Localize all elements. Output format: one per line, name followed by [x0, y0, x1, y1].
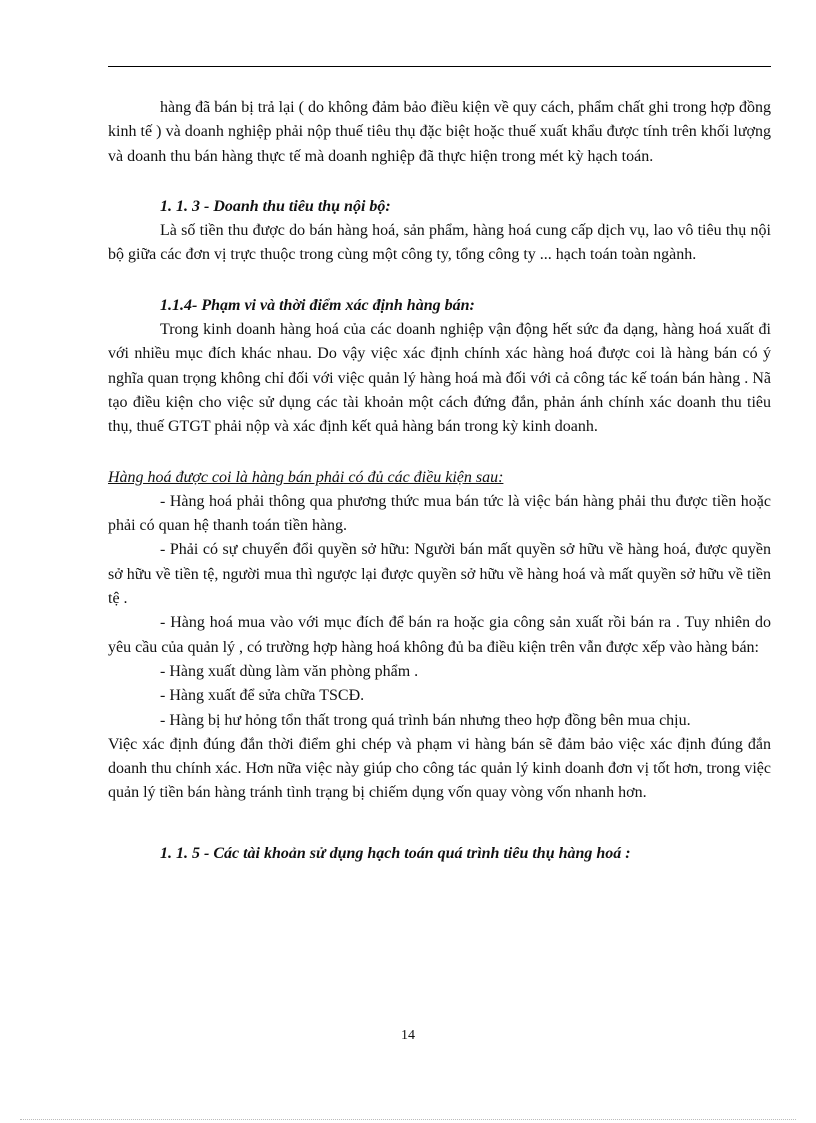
page-bottom-border: [20, 1119, 796, 1120]
paragraph-conclusion: Việc xác định đúng đắn thời điểm ghi chép và phạm vi hàng bán sẽ đảm bảo việc xác định đúng đắn doanh thu chính xác. Hơn nữa việc này giúp cho công tác quản lý kinh doanh đơn vị tốt hơn, trong việc quản lý tiền bán hàng tránh tình trạng bị chiếm dụng vốn quay vòng vốn nhanh hơn.: [108, 735, 771, 802]
header-rule: [108, 66, 771, 67]
page-number: 14: [401, 1028, 415, 1043]
exception-item-1: - Hàng xuất dùng làm văn phòng phẩm .: [160, 662, 419, 680]
condition-item-2: - Phải có sự chuyển đổi quyền sở hữu: Người bán mất quyền sở hữu về hàng hoá, được quyền sở hữu về tiền tệ, người mua thì ngược lại được quyền sở hữu về hàng hoá và mất quyền sở hữu về tiền tệ .: [108, 541, 771, 608]
heading-1-1-5: 1. 1. 5 - Các tài khoản sử dụng hạch toán quá trình tiêu thụ hàng hoá :: [160, 844, 631, 862]
heading-1-1-4: 1.1.4- Phạm vi và thời điểm xác định hàng bán:: [160, 296, 475, 314]
paragraph-returned-goods: hàng đã bán bị trả lại ( do không đảm bảo điều kiện về quy cách, phẩm chất ghi trong hợp đồng kinh tế ) và doanh nghiệp phải nộp thuế tiêu thụ đặc biệt hoặc thuế xuất khẩu được tính trên khối lượng và doanh thu bán hàng thực tế mà doanh nghiệp đã thực hiện trong mét kỳ hạch toán.: [108, 99, 771, 165]
condition-item-3: - Hàng hoá mua vào với mục đích để bán ra hoặc gia công sản xuất rồi bán ra . Tuy nhiên do yêu cầu của quản lý , có trường hợp hàng hoá không đủ ba điều kiện trên vẫn được xếp vào hàng bán:: [108, 614, 771, 656]
exception-item-3: - Hàng bị hư hỏng tổn thất trong quá trình bán nhưng theo hợp đồng bên mua chịu.: [160, 711, 691, 729]
paragraph-scope-timing: Trong kinh doanh hàng hoá của các doanh nghiệp vận động hết sức đa dạng, hàng hoá xuất đi với nhiều mục đích khác nhau. Do vậy việc xác định chính xác hàng hoá được coi là hàng bán có ý nghĩa quan trọng không chỉ đối với việc quản lý hàng hoá mà đối với cả công tác kế toán bán hàng . Nã tạo điều kiện cho việc sử dụng các tài khoản một cách đứng đắn, phản ánh chính xác doanh thu tiêu thụ, thuế GTGT phải nộp và xác định kết quả hàng bán trong kỳ kinh doanh.: [108, 321, 771, 436]
heading-1-1-3: 1. 1. 3 - Doanh thu tiêu thụ nội bộ:: [160, 197, 391, 215]
paragraph-internal-revenue: Là số tiền thu được do bán hàng hoá, sản phẩm, hàng hoá cung cấp dịch vụ, lao vô tiêu thụ nội bộ giữa các đơn vị trực thuộc trong cùng một công ty, tổng công ty ... hạch toán toàn ngành.: [108, 222, 771, 264]
conditions-heading: Hàng hoá được coi là hàng bán phải có đủ các điều kiện sau:: [108, 468, 504, 486]
exception-item-2: - Hàng xuất để sửa chữa TSCĐ.: [160, 687, 365, 705]
document-body: [108, 96, 771, 866]
condition-item-1: - Hàng hoá phải thông qua phương thức mua bán tức là việc bán hàng phải thu được tiền hoặc phải có quan hệ thanh toán tiền hàng.: [108, 492, 771, 535]
